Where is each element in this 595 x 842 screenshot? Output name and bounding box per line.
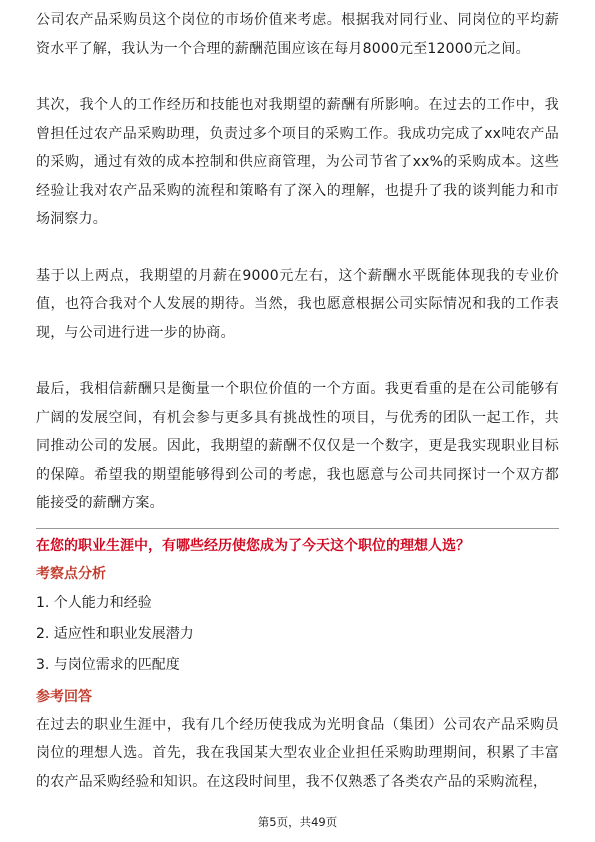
interview-question: 在您的职业生涯中，有哪些经历使您成为了今天这个职位的理想人选？ xyxy=(36,537,470,554)
section-divider xyxy=(36,528,559,529)
paragraph-gap xyxy=(36,234,559,262)
paragraph-gap xyxy=(36,63,559,91)
page-footer: 第5页，共49页 xyxy=(257,815,338,829)
answer-title: 参考回答 xyxy=(36,688,92,705)
analysis-list xyxy=(36,588,559,681)
analysis-item: 1. 个人能力和经验 xyxy=(36,594,152,611)
analysis-item: 2. 适应性和职业发展潜力 xyxy=(36,625,194,642)
body-paragraph-1: 公司农产品采购员这个岗位的市场价值来考虑。根据我对同行业、同岗位的平均薪资水平了解，我认为一个合理的薪酬范围应该在每月8000元至12000元之间。 xyxy=(36,12,559,57)
answer-paragraph: 在过去的职业生涯中，我有几个经历使我成为光明食品（集团）公司农产品采购员岗位的理想人选。首先，我在我国某大型农业企业担任采购助理期间，积累了丰富的农产品采购经验和知识。在这段时间里，我不仅熟悉了各类农产品的采购流程， xyxy=(36,716,559,790)
body-paragraph-2: 其次，我个人的工作经历和技能也对我期望的薪酬有所影响。在过去的工作中，我曾担任过农产品采购助理，负责过多个项目的采购工作。我成功完成了xx吨农产品的采购，通过有效的成本控制和供应商管理，为公司节省了xx%的采购成本。这些经验让我对农产品采购的流程和策略有了深入的理解，也提升了我的谈判能力和市场洞察力。 xyxy=(36,97,559,227)
paragraph-gap xyxy=(36,347,559,375)
body-paragraph-4: 最后，我相信薪酬只是衡量一个职位价值的一个方面。我更看重的是在公司能够有广阔的发展空间，有机会参与更多具有挑战性的项目，与优秀的团队一起工作，共同推动公司的发展。因此，我期望的薪酬不仅仅是一个数字，更是我实现职业目标的保障。希望我的期望能够得到公司的考虑，我也愿意与公司共同探讨一个双方都能接受的薪酬方案。 xyxy=(36,381,559,511)
analysis-title: 考察点分析 xyxy=(36,565,106,582)
page-content xyxy=(36,6,559,796)
analysis-item: 3. 与岗位需求的匹配度 xyxy=(36,656,180,673)
body-paragraph-3: 基于以上两点，我期望的月薪在9000元左右，这个薪酬水平既能体现我的专业价值，也符合我对个人发展的期待。当然，我也愿意根据公司实际情况和我的工作表现，与公司进行进一步的协商。 xyxy=(36,267,559,341)
